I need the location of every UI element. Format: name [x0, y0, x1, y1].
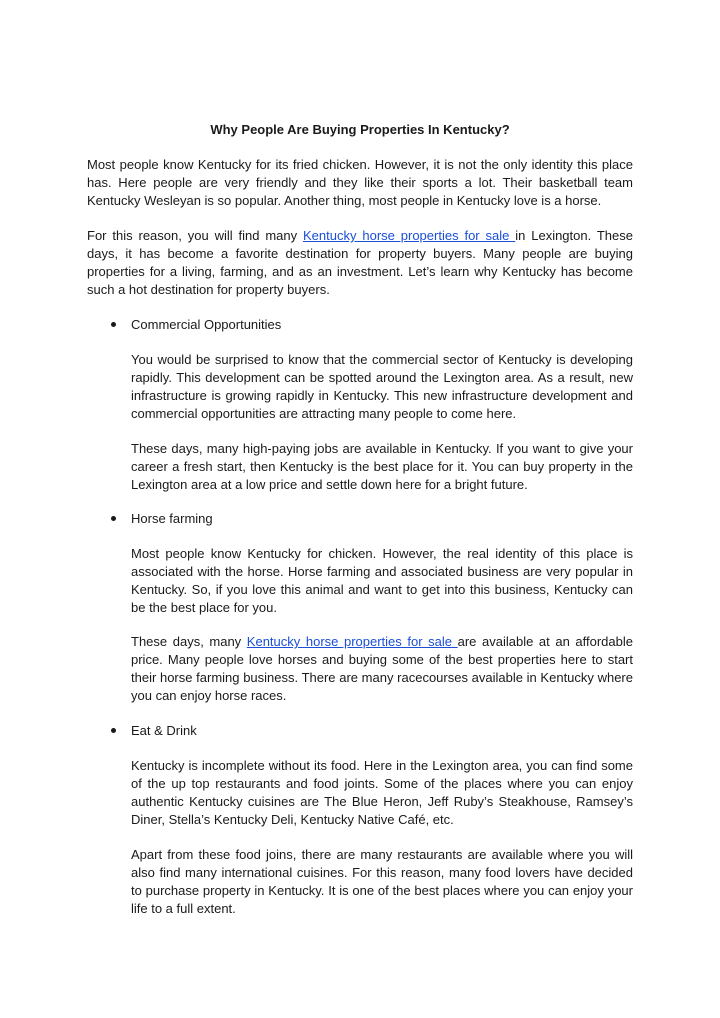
page-title: Why People Are Buying Properties In Kentucky?: [210, 122, 510, 137]
horse-farming-paragraph-2: [131, 633, 633, 705]
bullet-item-horse-farming: [0, 510, 720, 528]
horse-farming-paragraph-2-text-after: are available at an affordable price. Many people love horses and buying some of the best properties here to start their horse farming business. There are many racecourses available in Kentucky where you can enjoy horse races.: [131, 634, 633, 703]
horse-farming-paragraph-1: Most people know Kentucky for chicken. However, the real identity of this place is associated with the horse. Horse farming and associated business are very popular in Kentucky. So, if you love this animal and want to get into this business, Kentucky can be the best place for you.: [131, 546, 633, 615]
bullet-icon: [111, 322, 116, 327]
intro-paragraph-2-text-after: in Lexington. These days, it has become a favorite destination for property buyers. Many people are buying properties for a living, farming, and as an investment. Let’s learn why Kentucky has become such a hot destination for property buyers.: [87, 228, 633, 297]
intro-paragraph-1: Most people know Kentucky for its fried chicken. However, it is not the only identity this place has. Here people are very friendly and they like their sports a lot. Their basketball team Kentucky Wesleyan is so popular. Another thing, most people in Kentucky love is a horse.: [87, 157, 633, 208]
section-heading: Eat & Drink: [131, 723, 197, 738]
bullet-icon: [111, 728, 116, 733]
commercial-paragraph-2: These days, many high-paying jobs are available in Kentucky. If you want to give your career a fresh start, then Kentucky is the best place for it. You can buy property in the Lexington area at a low price and settle down here for a bright future.: [131, 441, 633, 492]
commercial-paragraph-1: You would be surprised to know that the commercial sector of Kentucky is developing rapidly. This development can be spotted around the Lexington area. As a result, new infrastructure is growing rapidly in Kentucky. This new infrastructure development and commercial opportunities are attracting many people to come here.: [131, 352, 633, 421]
horse-farming-paragraph-2-text-before: These days, many: [131, 634, 247, 649]
kentucky-horse-properties-link-2[interactable]: Kentucky horse properties for sale: [246, 634, 458, 649]
bullet-item-eat-and-drink: [0, 722, 720, 740]
intro-paragraph-2: [87, 227, 633, 299]
eat-drink-paragraph-2: Apart from these food joins, there are many restaurants are available where you will also find many international cuisines. For this reason, many food lovers have decided to purchase property in Kentucky. It is one of the best places where you can enjoy your life to a full extent.: [131, 847, 633, 916]
kentucky-horse-properties-link[interactable]: Kentucky horse properties for sale: [303, 228, 516, 243]
section-heading: Horse farming: [131, 511, 213, 526]
bullet-icon: [111, 516, 116, 521]
bullet-item-commercial-opportunities: [0, 316, 720, 334]
intro-paragraph-2-text-before: For this reason, you will find many: [87, 228, 304, 243]
eat-drink-paragraph-1: Kentucky is incomplete without its food. Here in the Lexington area, you can find some of the up top restaurants and food joints. Some of the places where you can enjoy authentic Kentucky cuisines are The Blue Heron, Jeff Ruby’s Steakhouse, Ramsey’s Diner, Stella’s Kentucky Deli, Kentucky Native Café, etc.: [131, 758, 633, 827]
section-heading: Commercial Opportunities: [131, 317, 282, 332]
